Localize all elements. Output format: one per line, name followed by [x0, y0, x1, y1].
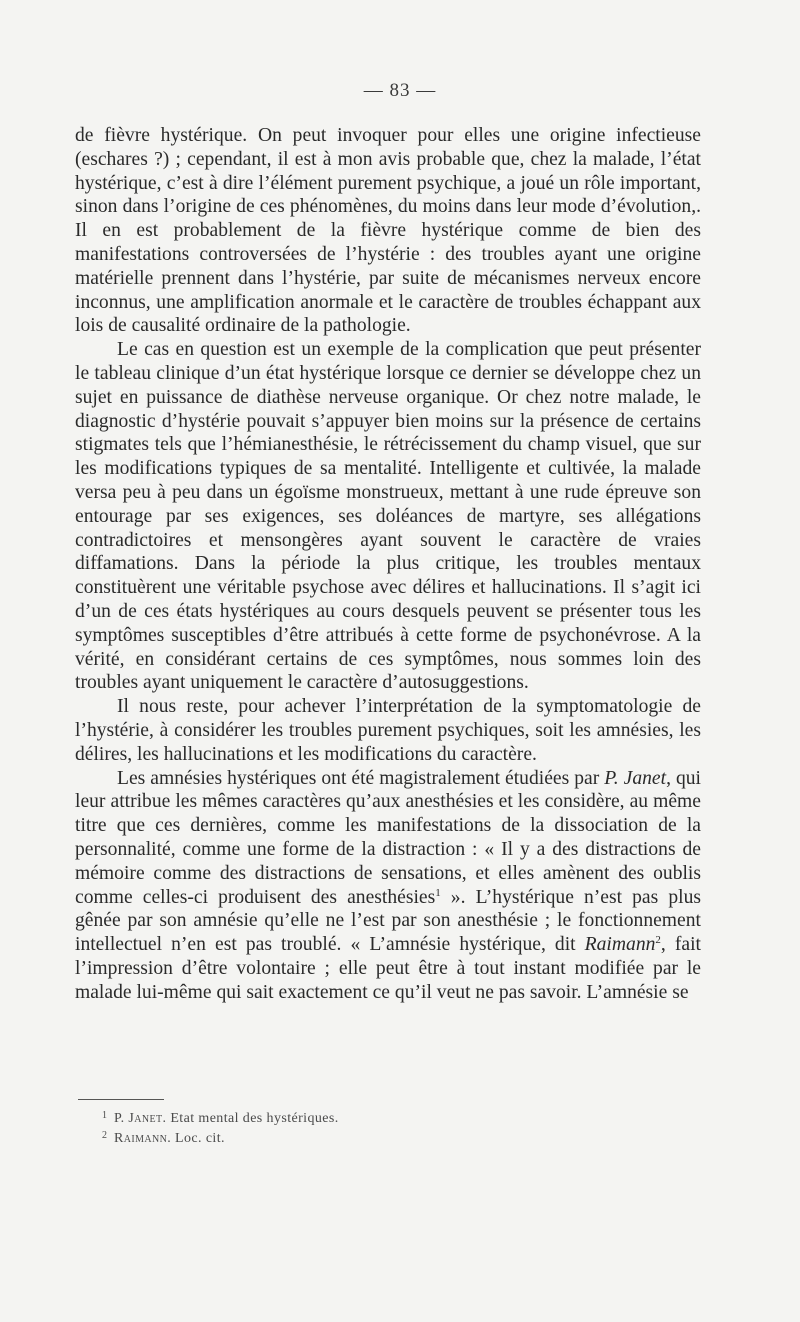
footnote-ref-2: 2 [655, 934, 661, 947]
footnote-2-mark: 2 [102, 1130, 108, 1141]
footnote-1-text: Etat mental des hystériques. [166, 1111, 339, 1126]
body-text [75, 124, 701, 1004]
paragraph-4-text-b: , qui leur attribue les mêmes caractères qu’aux anesthésies et les considère, au même titre que ces dernières, comme les manifestations de la dissociation de la personnalité, comme une forme de la distraction : « Il y a des distractions de mémoire comme des distractions de sensations, et elles amènent des oublis comme celles-ci produisent des anesthésies [75, 767, 702, 908]
paragraph-3 [75, 695, 701, 766]
footnote-ref-1: 1 [435, 886, 441, 899]
paragraph-3-text: Il nous reste, pour achever l’interprétation de la symptomatologie de l’hystérie, à considérer les troubles purement psychiques, soit les amnésies, les délires, les hallucinations et les modifications du caractère. [75, 696, 701, 765]
footnote-2-text: Loc. cit. [171, 1131, 225, 1146]
paragraph-4-text-d: , fait l’impression d’être volontaire ; elle peut être à tout instant modifiée par le malade lui-même qui sait exactement ce qu’il veut ne pas savoir. L’amnésie se [75, 934, 701, 1003]
author-raimann: Raimann [584, 934, 656, 956]
footnote-1-mark: 1 [102, 1110, 108, 1121]
footnote-2-author: Raimann. [114, 1131, 172, 1146]
footnote-divider [78, 1099, 164, 1100]
paragraph-2 [75, 338, 701, 695]
footnote-1-author: P. Janet. [114, 1111, 167, 1126]
footnote-1 [102, 1109, 694, 1129]
paragraph-4-text-a: Les amnésies hystériques ont été magistralement étudiées par [117, 767, 605, 789]
page-number: — 83 — [363, 80, 437, 101]
paragraph-4-text-c: ». L’hystérique n’est pas plus gênée par son amnésie qu’elle ne l’est par son anesthésie ; le fonctionnement intellectuel n’en est pas troublé. « L’amnésie hystérique, dit [75, 886, 701, 956]
paragraph-1-text: de fièvre hystérique. On peut invoquer pour elles une origine infectieuse (eschares ?) ; cependant, il est à mon avis probable que, chez la malade, l’état hystérique, c’est à dire l’élément purement psychique, a joué un rôle important, sinon dans l’origine de ces phénomènes, du moins dans leur mode d’évolution,. Il en est probablement de la fièvre hystérique comme de bien des manifestations controversées de l’hystérie : des troubles ayant une origine matérielle prennent dans l’hystérie, par suite de mécanismes nerveux encore inconnus, une amplification anormale et le caractère de troubles échappant aux lois de causalité ordinaire de la pathologie. [75, 125, 701, 337]
paragraph-2-text: Le cas en question est un exemple de la complication que peut présenter le tableau clinique d’un état hystérique lorsque ce dernier se développe chez un sujet en puissance de diathèse nerveuse organique. Or chez notre malade, le diagnostic d’hystérie pouvait s’appuyer bien moins sur la présence de certains stigmates tels que l’hémianesthésie, le rétrécissement du champ visuel, que sur les modifications typiques de sa mentalité. Intelligente et cultivée, la malade versa peu à peu dans un égoïsme monstrueux, mettant à une rude épreuve son entourage par ses exigences, ses doléances de martyre, ses allégations contradictoires et mensongères ayant souvent le caractère de vraies diffamations. Dans la période la plus critique, les troubles mentaux constituèrent une véritable psychose avec délires et hallucinations. Il s’agit ici d’un de ces états hystériques au cours desquels peuvent se présenter tous les symptômes susceptibles d’être attribués à cette forme de psychonévrose. A la vérité, en considérant certains de ces symptômes, nous sommes loin des troubles ayant uniquement le caractère d’autosuggestions. [75, 339, 701, 694]
paragraph-1 [75, 124, 701, 338]
paragraph-4 [75, 767, 701, 1005]
footnotes [102, 1109, 694, 1149]
footnote-2 [102, 1129, 694, 1149]
author-janet: P. Janet [604, 767, 667, 789]
